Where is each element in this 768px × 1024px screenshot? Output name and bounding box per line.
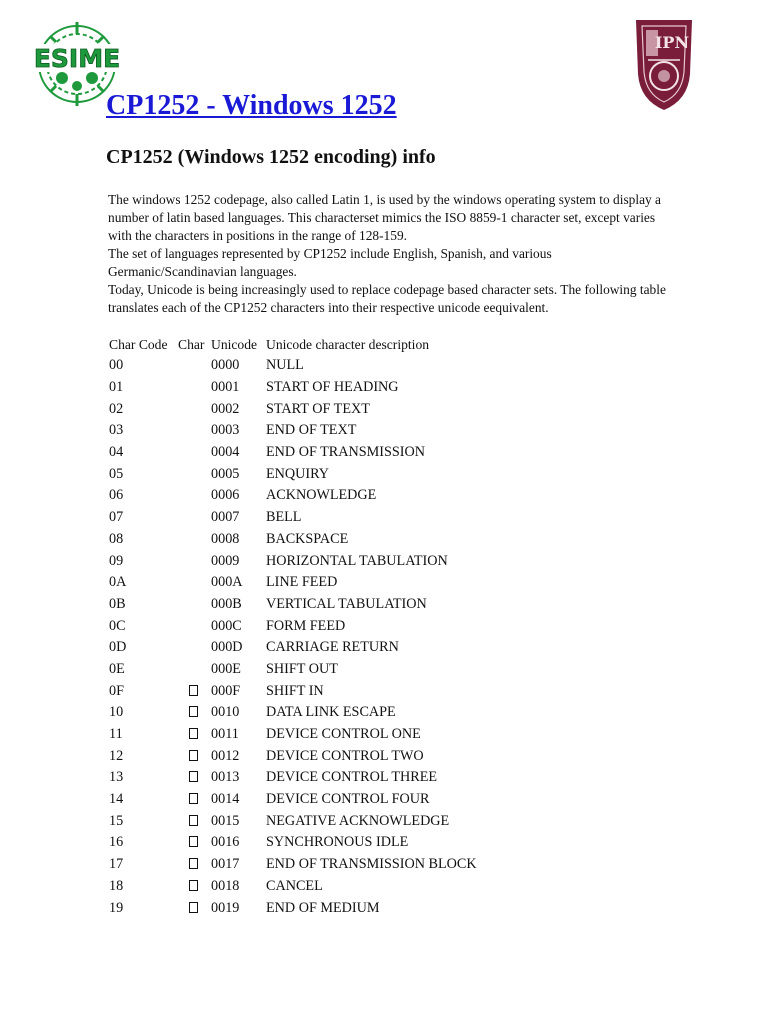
cell-char <box>175 485 208 507</box>
table-row <box>106 680 526 702</box>
cell-unicode: 0017 <box>211 856 240 873</box>
cell-char-code: 05 <box>109 465 124 482</box>
cell-unicode: 0015 <box>211 812 240 829</box>
page-title-link[interactable]: CP1252 - Windows 1252 <box>106 90 397 121</box>
table-row <box>106 876 526 898</box>
cell-char <box>175 420 208 442</box>
cell-unicode: 000B <box>211 595 242 612</box>
missing-glyph-box-icon <box>189 858 198 869</box>
cell-char-code: 0A <box>109 574 127 591</box>
cell-char <box>175 659 208 681</box>
cell-char-code: 16 <box>109 834 124 851</box>
cell-char <box>175 398 208 420</box>
cell-char <box>175 854 208 876</box>
table-body <box>106 355 526 919</box>
cell-unicode: 0012 <box>211 747 240 764</box>
esime-logo-text: ESIME <box>33 44 121 73</box>
cell-description: START OF HEADING <box>266 379 399 396</box>
cell-char <box>175 442 208 464</box>
page-subtitle: CP1252 (Windows 1252 encoding) info <box>106 146 436 168</box>
cell-unicode: 000A <box>211 574 243 591</box>
cell-unicode: 0005 <box>211 465 240 482</box>
cell-char <box>175 637 208 659</box>
cell-description: LINE FEED <box>266 574 338 591</box>
cell-description: SHIFT OUT <box>266 660 338 677</box>
cell-char <box>175 594 208 616</box>
cell-char-code: 11 <box>109 726 123 743</box>
cell-char-code: 15 <box>109 812 124 829</box>
cell-unicode: 0001 <box>211 379 240 396</box>
cell-char <box>175 615 208 637</box>
cell-char <box>175 680 208 702</box>
table-row <box>106 897 526 919</box>
cell-description: END OF TEXT <box>266 422 357 439</box>
cell-description: SYNCHRONOUS IDLE <box>266 834 409 851</box>
missing-glyph-box-icon <box>189 706 198 717</box>
table-row <box>106 724 526 746</box>
cell-unicode: 0003 <box>211 422 240 439</box>
cell-char-code: 07 <box>109 509 124 526</box>
cell-char <box>175 810 208 832</box>
table-row <box>106 507 526 529</box>
cell-unicode: 0004 <box>211 444 240 461</box>
missing-glyph-box-icon <box>189 902 198 913</box>
cell-unicode: 000F <box>211 682 241 699</box>
missing-glyph-box-icon <box>189 815 198 826</box>
table-row <box>106 832 526 854</box>
cell-unicode: 0014 <box>211 791 240 808</box>
cell-char-code: 0E <box>109 660 125 677</box>
cell-description: ACKNOWLEDGE <box>266 487 377 504</box>
cell-unicode: 0000 <box>211 357 240 374</box>
cell-char-code: 0B <box>109 595 126 612</box>
cell-char-code: 0D <box>109 639 127 656</box>
table-row <box>106 745 526 767</box>
table-row <box>106 485 526 507</box>
cell-char <box>175 724 208 746</box>
cell-description: END OF MEDIUM <box>266 899 380 916</box>
cell-description: BACKSPACE <box>266 530 349 547</box>
cell-char-code: 04 <box>109 444 124 461</box>
cp1252-table <box>106 334 526 919</box>
missing-glyph-box-icon <box>189 750 198 761</box>
table-row <box>106 377 526 399</box>
cell-description: CANCEL <box>266 877 323 894</box>
ipn-logo-text: IPN <box>654 33 690 52</box>
table-row <box>106 594 526 616</box>
cell-unicode: 000D <box>211 639 243 656</box>
cell-char <box>175 702 208 724</box>
cell-char <box>175 789 208 811</box>
table-row <box>106 702 526 724</box>
table-row <box>106 442 526 464</box>
cell-char-code: 03 <box>109 422 124 439</box>
cell-char <box>175 876 208 898</box>
header-char-code: Char Code <box>109 336 168 352</box>
cell-description: SHIFT IN <box>266 682 324 699</box>
cell-char <box>175 507 208 529</box>
cell-char-code: 02 <box>109 400 124 417</box>
cell-unicode: 0011 <box>211 726 239 743</box>
cell-description: VERTICAL TABULATION <box>266 595 427 612</box>
intro-paragraph: Today, Unicode is being increasingly used to replace codepage based character sets. The following table translates each of the CP1252 characters into their respective unicode eequivalent. <box>108 282 666 315</box>
cell-unicode: 0002 <box>211 400 240 417</box>
missing-glyph-box-icon <box>189 836 198 847</box>
cell-char-code: 0F <box>109 682 124 699</box>
table-row <box>106 854 526 876</box>
cell-unicode: 0010 <box>211 704 240 721</box>
cell-unicode: 0013 <box>211 769 240 786</box>
table-row <box>106 355 526 377</box>
cell-char <box>175 529 208 551</box>
cell-unicode: 0007 <box>211 509 240 526</box>
cell-char <box>175 550 208 572</box>
cell-char <box>175 355 208 377</box>
cell-char <box>175 463 208 485</box>
cell-char <box>175 572 208 594</box>
table-header-row <box>106 334 526 355</box>
cell-description: DEVICE CONTROL FOUR <box>266 791 430 808</box>
table-row <box>106 398 526 420</box>
missing-glyph-box-icon <box>189 728 198 739</box>
table-row <box>106 659 526 681</box>
cell-char-code: 06 <box>109 487 124 504</box>
cell-description: NULL <box>266 357 304 374</box>
cell-char <box>175 897 208 919</box>
intro-paragraph: The windows 1252 codepage, also called Latin 1, is used by the windows operating system to display a number of latin based languages. This characterset mimics the ISO 8859-1 character set, except varies with the characters in positions in the range of 128-159. <box>108 192 661 243</box>
cell-char <box>175 745 208 767</box>
ipn-logo <box>628 14 700 114</box>
cell-description: BELL <box>266 509 302 526</box>
cell-char-code: 14 <box>109 791 124 808</box>
cell-char-code: 09 <box>109 552 124 569</box>
cell-unicode: 0006 <box>211 487 240 504</box>
cell-char-code: 0C <box>109 617 126 634</box>
table-row <box>106 420 526 442</box>
cell-char-code: 01 <box>109 379 124 396</box>
table-row <box>106 550 526 572</box>
cell-char <box>175 767 208 789</box>
cell-char-code: 13 <box>109 769 124 786</box>
missing-glyph-box-icon <box>189 685 198 696</box>
cell-unicode: 000C <box>211 617 242 634</box>
cell-unicode: 0018 <box>211 877 240 894</box>
cell-description: ENQUIRY <box>266 465 330 482</box>
table-row <box>106 789 526 811</box>
cell-description: START OF TEXT <box>266 400 370 417</box>
missing-glyph-box-icon <box>189 880 198 891</box>
cell-description: DEVICE CONTROL ONE <box>266 726 421 743</box>
table-row <box>106 572 526 594</box>
cell-description: DEVICE CONTROL TWO <box>266 747 424 764</box>
cell-unicode: 0019 <box>211 899 240 916</box>
cell-description: FORM FEED <box>266 617 346 634</box>
cell-char-code: 12 <box>109 747 124 764</box>
cell-description: END OF TRANSMISSION <box>266 444 425 461</box>
table-row <box>106 529 526 551</box>
header-char: Char <box>178 336 205 352</box>
cell-char-code: 10 <box>109 704 124 721</box>
header-unicode: Unicode <box>211 336 258 352</box>
table-row <box>106 615 526 637</box>
intro-text <box>108 191 668 317</box>
cell-char-code: 19 <box>109 899 124 916</box>
cell-char-code: 17 <box>109 856 124 873</box>
cell-char <box>175 832 208 854</box>
cell-description: CARRIAGE RETURN <box>266 639 399 656</box>
cell-unicode: 0016 <box>211 834 240 851</box>
table-row <box>106 767 526 789</box>
cell-char-code: 00 <box>109 357 124 374</box>
missing-glyph-box-icon <box>189 793 198 804</box>
header-description: Unicode character description <box>266 336 430 352</box>
cell-char-code: 08 <box>109 530 124 547</box>
cell-description: NEGATIVE ACKNOWLEDGE <box>266 812 450 829</box>
cell-unicode: 0009 <box>211 552 240 569</box>
table-row <box>106 637 526 659</box>
cell-unicode: 000E <box>211 660 241 677</box>
cell-description: HORIZONTAL TABULATION <box>266 552 448 569</box>
intro-paragraph: The set of languages represented by CP1252 include English, Spanish, and various Germanic/Scandinavian languages. <box>108 246 552 279</box>
missing-glyph-box-icon <box>189 771 198 782</box>
cell-description: DATA LINK ESCAPE <box>266 704 396 721</box>
cell-unicode: 0008 <box>211 530 240 547</box>
cell-char <box>175 377 208 399</box>
cell-description: END OF TRANSMISSION BLOCK <box>266 856 477 873</box>
cell-description: DEVICE CONTROL THREE <box>266 769 438 786</box>
cell-char-code: 18 <box>109 877 124 894</box>
table-row <box>106 463 526 485</box>
table-row <box>106 810 526 832</box>
